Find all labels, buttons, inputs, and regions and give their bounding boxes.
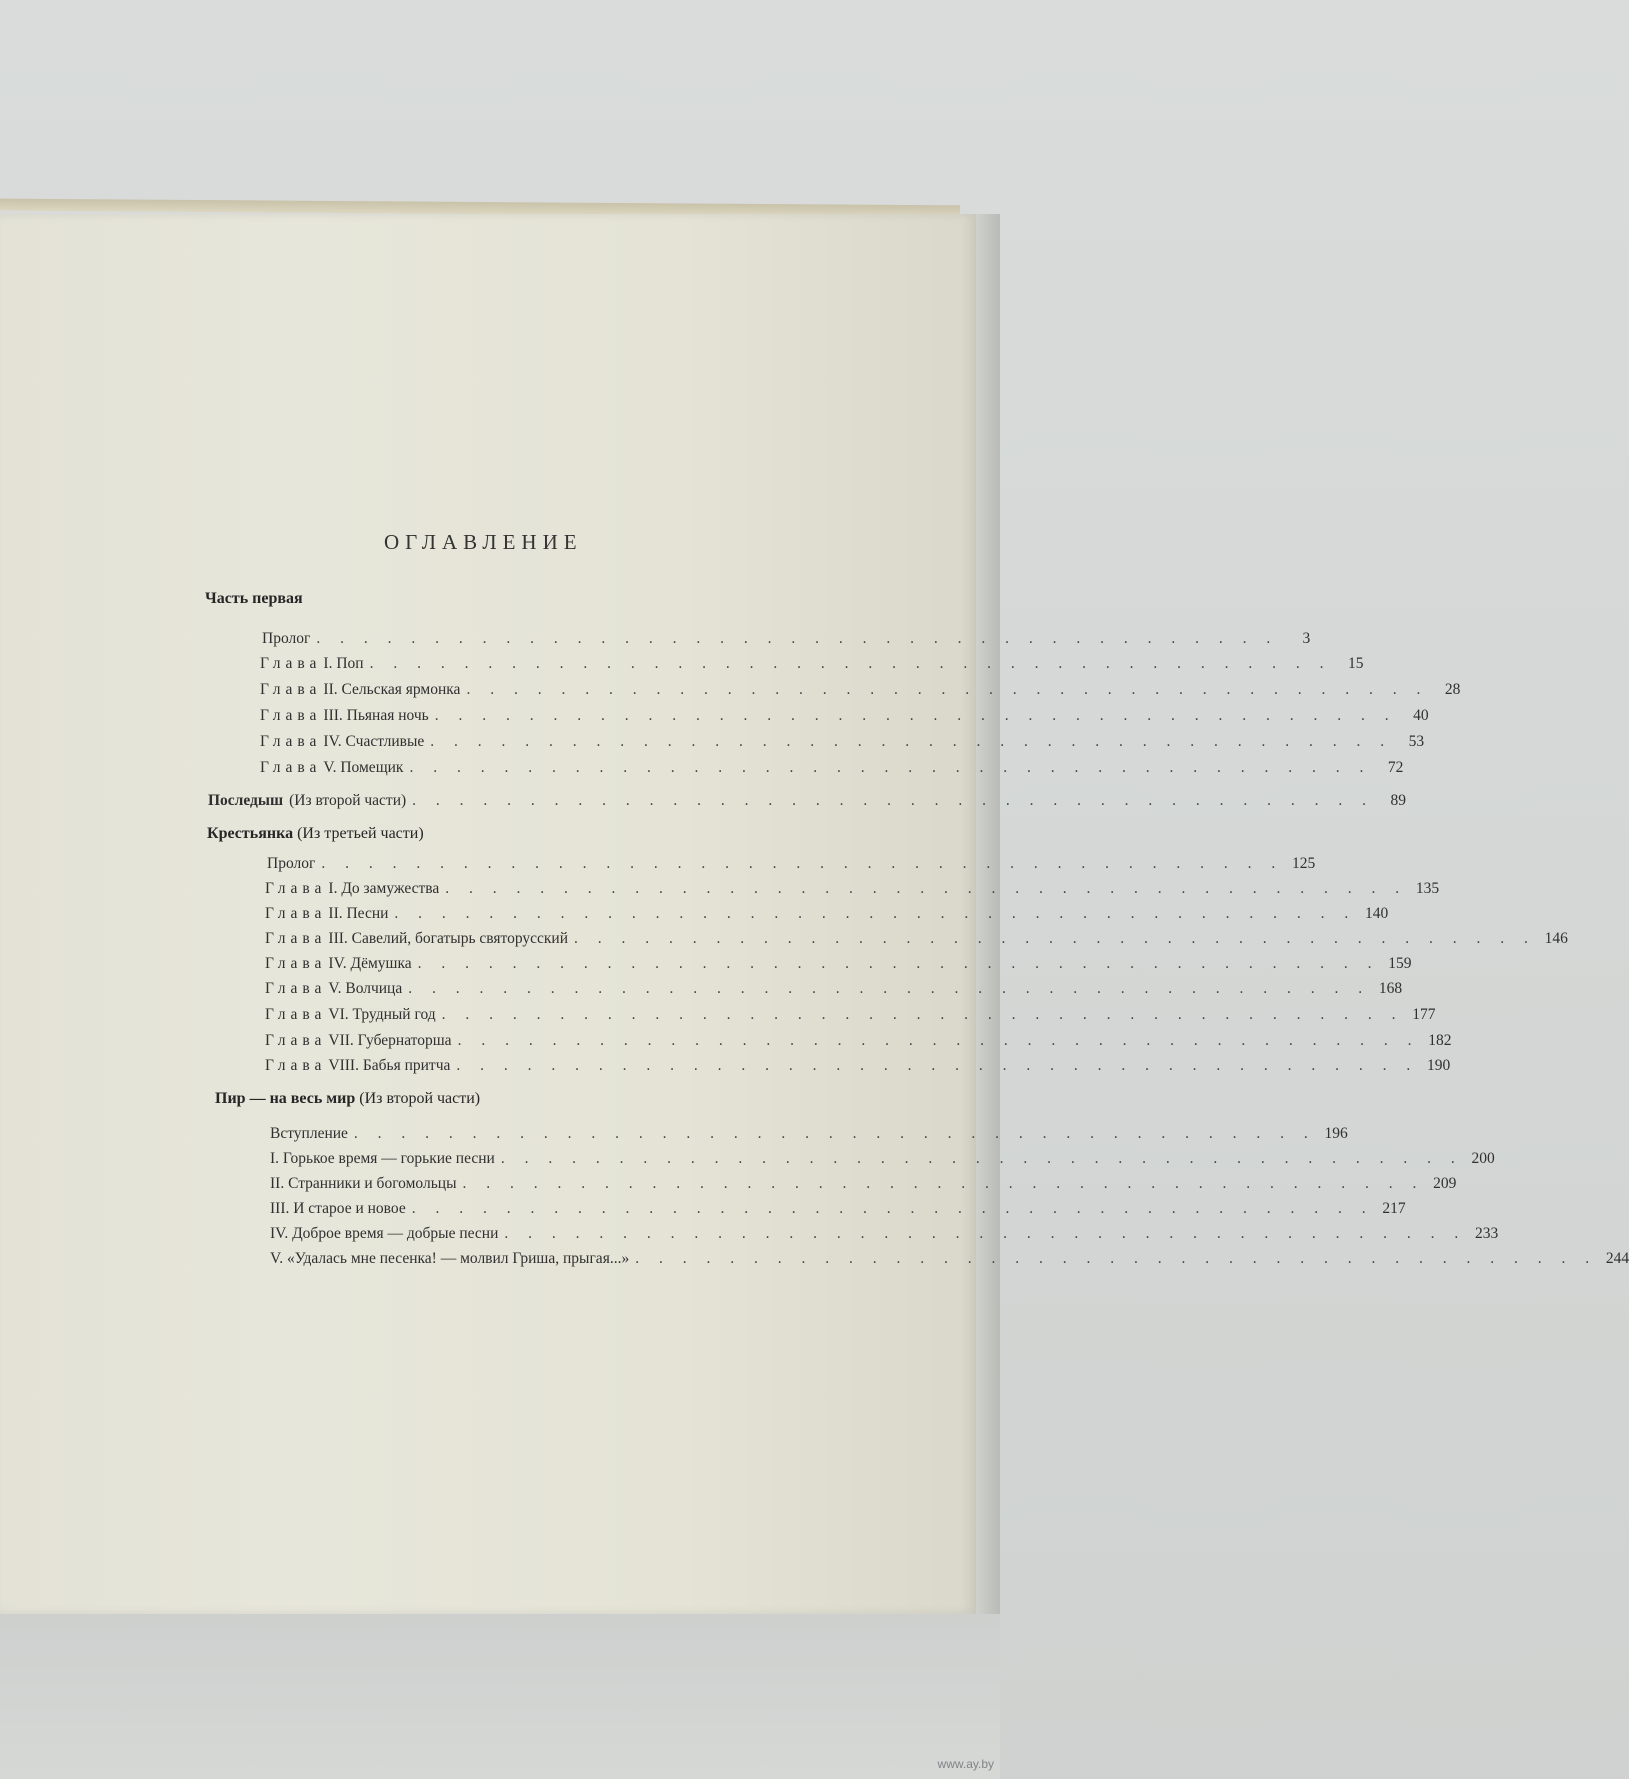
section-heading-text: Пир — на весь мир: [215, 1090, 356, 1107]
chapter-label: III. Савелий, богатырь святорусский: [328, 930, 569, 947]
leader-dots: . . . . . . . . . . . . . . . . . . . . . . . . . . . . . . . . . . . . . . . . .: [316, 630, 1279, 647]
chapter-label: III. И старое и новое: [270, 1200, 406, 1217]
chapter-label: Пролог: [262, 630, 311, 647]
chapter-label: IV. Доброе время — добрые песни: [270, 1225, 499, 1242]
leader-dots: . . . . . . . . . . . . . . . . . . . . . . . . . . . . . . . . . . . . . . . . .: [500, 1150, 1463, 1167]
chapter-prefix: Глава: [265, 930, 327, 947]
page-number: 196: [1324, 1125, 1348, 1142]
leader-dots: . . . . . . . . . . . . . . . . . . . . . . . . . . . . . . . . . . . . . . . . .: [457, 1032, 1420, 1049]
page-number: 89: [1390, 792, 1407, 809]
chapter-label: Пролог: [267, 855, 316, 872]
page-number: 159: [1388, 955, 1412, 972]
page-number: 217: [1382, 1200, 1406, 1217]
toc-row: [260, 630, 1311, 648]
chapter-prefix: Глава: [265, 1057, 327, 1074]
page-number: 3: [1302, 630, 1311, 647]
page-number: 72: [1387, 759, 1404, 776]
page-number: 168: [1378, 980, 1403, 997]
toc-row: [265, 955, 1412, 973]
toc-row: [265, 905, 1389, 923]
leader-dots: . . . . . . . . . . . . . . . . . . . . . . . . . . . . . . . . . . . . . . . . .: [462, 1175, 1425, 1192]
chapter-prefix: Глава: [260, 707, 322, 724]
leader-dots: . . . . . . . . . . . . . . . . . . . . . . . . . . . . . . . . . . . . . . . . .: [411, 1200, 1374, 1217]
leader-dots: . . . . . . . . . . . . . . . . . . . . . . . . . . . . . . . . . . . . . . . . .: [412, 792, 1375, 809]
chapter-label: VI. Трудный год: [328, 1006, 436, 1023]
page-number: 190: [1427, 1057, 1451, 1074]
chapter-prefix: Глава: [265, 980, 327, 997]
leader-dots: . . . . . . . . . . . . . . . . . . . . . . . . . . . . . . . . . . . . . . . . .: [456, 1057, 1419, 1074]
section-subheading: (Из второй части): [359, 1090, 481, 1107]
toc-row: [260, 655, 1364, 673]
chapter-label: V. «Удалась мне песенка! — молвил Гриша, прыгая...»: [270, 1250, 630, 1267]
page-number: 209: [1433, 1175, 1457, 1192]
page-number: 177: [1412, 1006, 1436, 1023]
toc-row: [265, 1006, 1436, 1024]
toc-row: [265, 1032, 1452, 1050]
watermark-text: www.ay.by: [937, 1757, 994, 1771]
leader-dots: . . . . . . . . . . . . . . . . . . . . . . . . . . . . . . . . . . . . . . . . .: [408, 980, 1371, 997]
toc-row: [270, 1225, 1499, 1243]
leader-dots: . . . . . . . . . . . . . . . . . . . . . . . . . . . . . . . . . . . . . . . . .: [430, 733, 1393, 750]
toc-row: [260, 707, 1429, 725]
section-heading-part1: [205, 590, 303, 608]
chapter-label: I. Горькое время — горькие песни: [270, 1150, 495, 1167]
page-number: 140: [1365, 905, 1389, 922]
leader-dots: . . . . . . . . . . . . . . . . . . . . . . . . . . . . . . . . . . . . . . . . .: [321, 855, 1284, 872]
page-number: 233: [1475, 1225, 1499, 1242]
toc-row: [265, 855, 1316, 873]
chapter-prefix: Глава: [265, 1032, 327, 1049]
toc-title: ОГЛАВЛЕНИЕ: [384, 530, 583, 554]
leader-dots: . . . . . . . . . . . . . . . . . . . . . . . . . . . . . . . . . . . . . . . . .: [417, 955, 1380, 972]
chapter-prefix: Глава: [265, 880, 327, 897]
toc-row: [260, 681, 1461, 699]
chapter-label: III. Пьяная ночь: [323, 707, 429, 724]
chapter-prefix: Глава: [260, 733, 322, 750]
chapter-label: VII. Губернаторша: [328, 1032, 452, 1049]
page-number: 40: [1413, 707, 1429, 724]
toc-row: [265, 880, 1440, 898]
toc-row: [265, 980, 1403, 998]
section-subheading: (Из второй части): [289, 792, 407, 809]
leader-dots: . . . . . . . . . . . . . . . . . . . . . . . . . . . . . . . . . . . . . . . . .: [445, 880, 1408, 897]
toc-row: [260, 759, 1404, 777]
leader-dots: . . . . . . . . . . . . . . . . . . . . . . . . . . . . . . . . . . . . . . . . .: [369, 655, 1332, 672]
page-number: 135: [1415, 880, 1440, 897]
section-heading-text: Крестьянка: [207, 825, 294, 842]
chapter-label: VIII. Бабья притча: [328, 1057, 451, 1074]
leader-dots: . . . . . . . . . . . . . . . . . . . . . . . . . . . . . . . . . . . . . . . . .: [504, 1225, 1467, 1242]
page-number: 244: [1605, 1250, 1629, 1267]
chapter-label: I. Поп: [323, 655, 364, 672]
leader-dots: . . . . . . . . . . . . . . . . . . . . . . . . . . . . . . . . . . . . . . . . .: [409, 759, 1372, 776]
section-heading-krestyanka: [207, 825, 424, 843]
chapter-label: IV. Счастливые: [323, 733, 425, 750]
page-number: 15: [1347, 655, 1364, 672]
chapter-label: V. Помещик: [323, 759, 404, 776]
toc-row: [265, 1057, 1451, 1075]
leader-dots: . . . . . . . . . . . . . . . . . . . . . . . . . . . . . . . . . . . . . . . . .: [394, 905, 1357, 922]
page-number: 28: [1444, 681, 1461, 698]
toc-row: [270, 1200, 1406, 1218]
section-heading-text: Часть первая: [205, 590, 303, 607]
chapter-label: Вступление: [270, 1125, 348, 1142]
background-bottom: [0, 1614, 1000, 1779]
section-subheading: (Из третьей части): [297, 825, 424, 842]
chapter-label: IV. Дёмушка: [328, 955, 412, 972]
chapter-label: II. Странники и богомольцы: [270, 1175, 457, 1192]
leader-dots: . . . . . . . . . . . . . . . . . . . . . . . . . . . . . . . . . . . . . . . . .: [353, 1125, 1316, 1142]
page-number: 200: [1471, 1150, 1495, 1167]
toc-row: [270, 1175, 1457, 1193]
section-heading-pir: [215, 1090, 480, 1108]
chapter-prefix: Глава: [265, 955, 327, 972]
leader-dots: . . . . . . . . . . . . . . . . . . . . . . . . . . . . . . . . . . . . . . . . .: [441, 1006, 1404, 1023]
toc-row: [270, 1150, 1495, 1168]
toc-row: [265, 930, 1568, 948]
chapter-prefix: Глава: [260, 655, 322, 672]
chapter-prefix: Глава: [260, 759, 322, 776]
toc-row-posledysh: [208, 792, 1407, 810]
toc-row: [260, 733, 1425, 751]
toc-row: [270, 1250, 1629, 1268]
chapter-label: II. Песни: [328, 905, 389, 922]
page-number: 182: [1428, 1032, 1452, 1049]
toc-row: [270, 1125, 1348, 1143]
leader-dots: . . . . . . . . . . . . . . . . . . . . . . . . . . . . . . . . . . . . . . . . .: [635, 1250, 1598, 1267]
chapter-label: II. Сельская ярмонка: [323, 681, 461, 698]
leader-dots: . . . . . . . . . . . . . . . . . . . . . . . . . . . . . . . . . . . . . . . . .: [434, 707, 1397, 724]
chapter-prefix: Глава: [265, 905, 327, 922]
chapter-prefix: Глава: [260, 681, 322, 698]
page-number: 53: [1408, 733, 1425, 750]
page-number: 146: [1544, 930, 1568, 947]
section-heading-text: Последыш: [208, 792, 284, 809]
page-number: 125: [1291, 855, 1316, 872]
chapter-label: V. Волчица: [328, 980, 403, 997]
chapter-prefix: Глава: [265, 1006, 327, 1023]
chapter-label: I. До замужества: [328, 880, 440, 897]
leader-dots: . . . . . . . . . . . . . . . . . . . . . . . . . . . . . . . . . . . . . . . . .: [574, 930, 1536, 947]
leader-dots: . . . . . . . . . . . . . . . . . . . . . . . . . . . . . . . . . . . . . . . . .: [466, 681, 1429, 698]
